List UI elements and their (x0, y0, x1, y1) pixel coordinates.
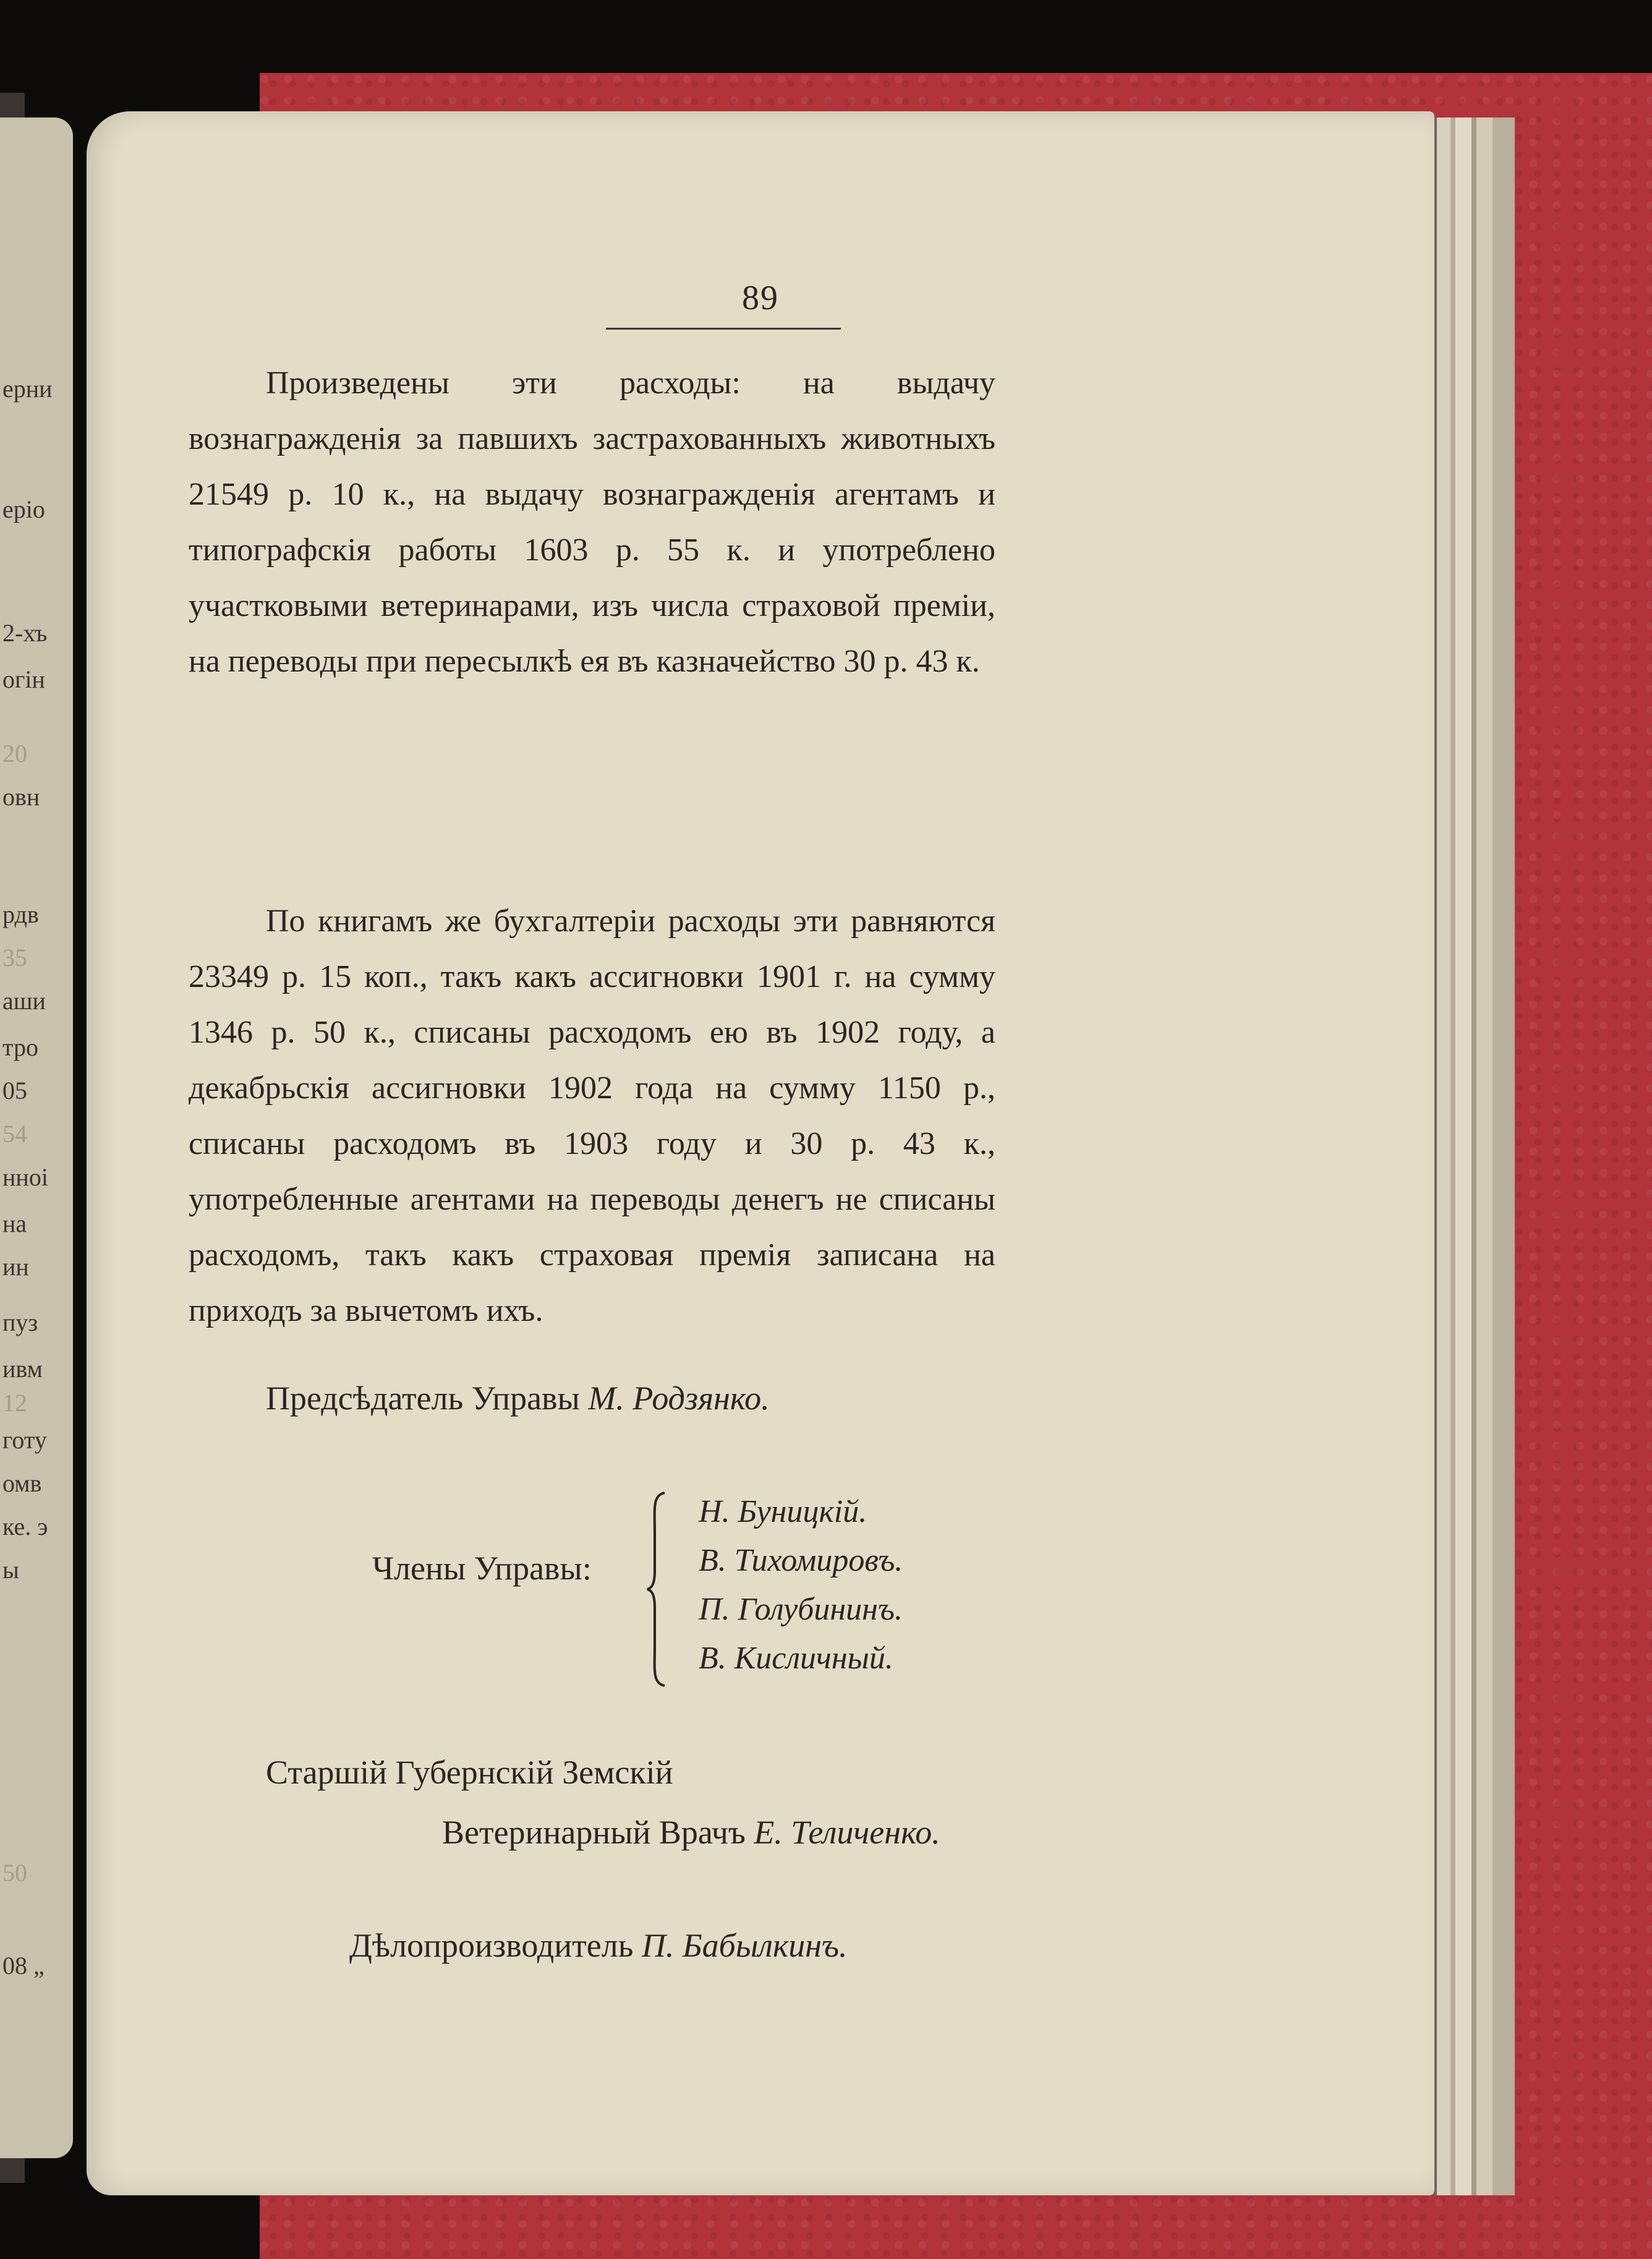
curly-brace (646, 1490, 668, 1688)
left-fragment: 50 (2, 1859, 27, 1887)
left-fragment: 08 „ (2, 1952, 45, 1979)
left-fragment: 35 (2, 944, 27, 971)
left-fragment: еріо (2, 495, 45, 523)
previous-page-text (0, 0, 73, 2259)
paragraph-accounting: По книгамъ же бухгалтеріи расходы эти равняются 23349 р. 15 коп., такъ какъ ассигновки 1901 г. на сумму 1346 р. 50 к., списаны расходомъ ею въ 1902 году, а декабрьскія ассигновки 1902 года на сумму 1150 р., списаны расходомъ въ 1903 году и 30 р. 43 к., употребленные агентами на переводы денегъ не списаны расходомъ, такъ какъ страховая премія записана на приходъ за вычетомъ ихъ. (189, 903, 995, 1328)
left-fragment: ерни (2, 375, 53, 403)
veterinarian-title-line1: Старшій Губернскій Земскій (266, 1754, 673, 1791)
left-fragment: овн (2, 783, 40, 811)
clerk-signature (349, 1926, 848, 1965)
left-fragment: пуз (2, 1309, 38, 1336)
left-fragment: 05 (2, 1077, 27, 1104)
veterinarian-signature (442, 1813, 940, 1851)
left-fragment: 12 (2, 1389, 27, 1417)
left-fragment: 54 (2, 1120, 27, 1148)
left-fragment: огін (2, 665, 45, 693)
chairman-title: Предсѣдатель Управы (266, 1380, 580, 1417)
chairman-name: М. Родзянко. (588, 1380, 770, 1417)
chairman-signature (266, 1379, 770, 1417)
header-rule (606, 328, 841, 330)
left-fragment: ы (2, 1556, 19, 1584)
member-name: П. Голубининъ. (699, 1592, 903, 1627)
clerk-name: П. Бабылкинъ. (641, 1927, 848, 1964)
left-fragment: ин (2, 1253, 29, 1281)
left-fragment: тро (2, 1033, 38, 1061)
veterinarian-name: Е. Теличенко. (754, 1814, 940, 1851)
left-fragment: ке. э (2, 1513, 48, 1540)
left-fragment: аши (2, 987, 46, 1015)
left-fragment: рдв (2, 900, 39, 928)
page-content (87, 111, 1434, 2195)
members-label: Члены Управы: (372, 1550, 592, 1587)
veterinarian-title-line2: Ветеринарный Врачъ (442, 1814, 746, 1851)
left-fragment: ивм (2, 1355, 43, 1383)
left-fragment: омв (2, 1469, 42, 1497)
left-fragment: нноі (2, 1163, 48, 1191)
members-list (699, 1487, 903, 1683)
clerk-title: Дѣлопроизводитель (349, 1927, 634, 1964)
left-fragment: готу (2, 1426, 47, 1454)
left-fragment: 2-хъ (2, 619, 48, 647)
left-fragment: 20 (2, 740, 27, 767)
page-block-edges (1428, 117, 1515, 2195)
member-name: В. Кисличный. (699, 1641, 893, 1676)
paragraph-expenses: Произведены эти расходы: на выдачу вознагражденія за павшихъ застрахованныхъ животныхъ 21549 р. 10 к., на выдачу вознагражденія агентамъ и типографскія работы 1603 р. 55 к. и употреблено участковыми ветеринарами, изъ числа страховой преміи, на переводы при пересылкѣ ея въ казначейство 30 р. 43 к. (189, 365, 995, 679)
member-name: В. Тихомировъ. (699, 1543, 903, 1578)
page-number: 89 (742, 279, 779, 317)
left-fragment: на (2, 1210, 27, 1237)
member-name: Н. Буницкій. (699, 1494, 867, 1529)
